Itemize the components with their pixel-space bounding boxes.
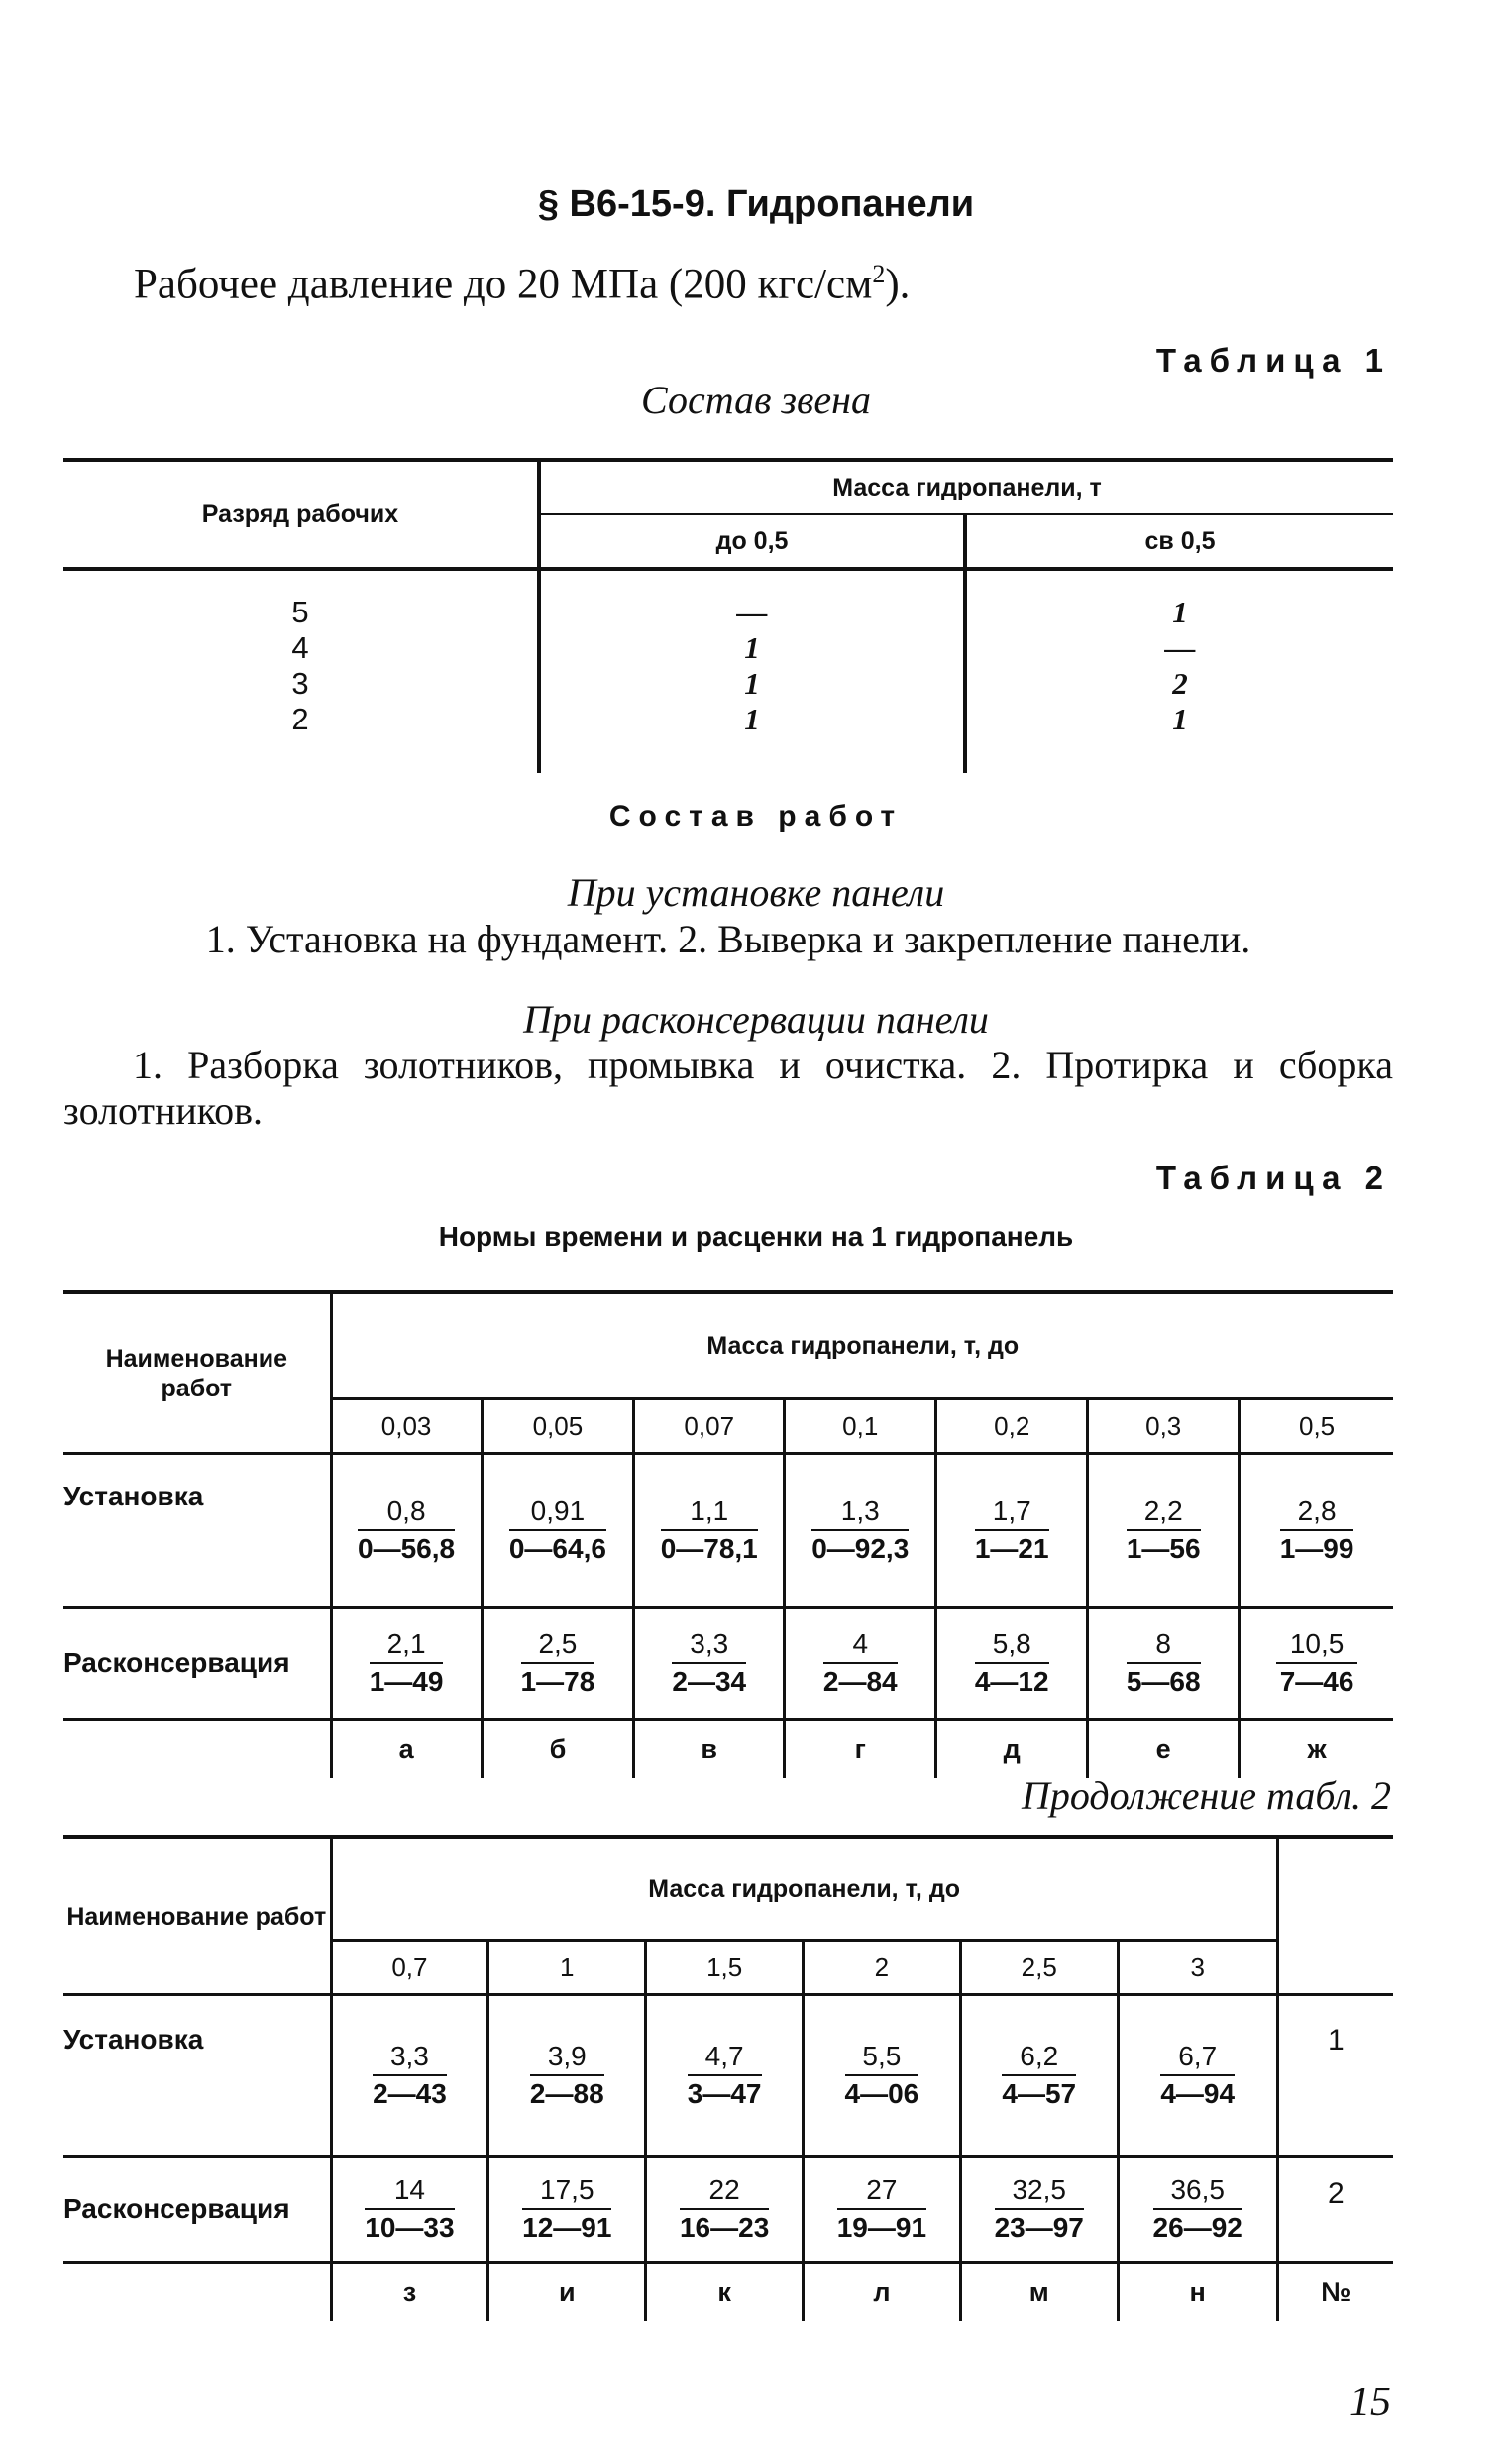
norm-rate: 4—12 (974, 1666, 1049, 1697)
norm-cell (331, 1995, 488, 2157)
norm-time: 6,2 (1002, 2039, 1076, 2076)
install-caption: При установке панели (567, 870, 945, 915)
norm-time: 2,8 (1280, 1494, 1354, 1531)
norm-time: 8 (1127, 1626, 1201, 1664)
norm-cell (1118, 1995, 1277, 2157)
norm-cell (804, 2157, 961, 2263)
norm-time: 22 (680, 2172, 769, 2210)
crew-composition-table (63, 458, 1393, 773)
mass-col-header: 0,5 (1240, 1399, 1393, 1454)
table2-caption: Нормы времени и расценки на 1 гидропанель (438, 1221, 1074, 1252)
norm-rate: 0—92,3 (811, 1533, 910, 1564)
count-cell: 1 (744, 666, 760, 701)
norm-cell (1088, 1454, 1240, 1608)
mass-col-header: 0,7 (331, 1941, 488, 1995)
time-norms-table (63, 1290, 1393, 1778)
rank-cell: 2 (291, 702, 309, 736)
letter-row-blank (63, 1720, 331, 1779)
column-letter: м (960, 2263, 1118, 2322)
works-heading: Состав работ (608, 800, 904, 833)
mass-col-header: 3 (1118, 1941, 1277, 1995)
norm-cell (804, 1995, 961, 2157)
norm-cell (488, 2157, 646, 2263)
norm-cell (488, 1995, 646, 2157)
norm-cell (1240, 1608, 1393, 1720)
norm-cell (1240, 1454, 1393, 1608)
count-cell: 1 (744, 630, 760, 665)
count-cell: 2 (1172, 666, 1188, 701)
norm-rate: 10—33 (365, 2212, 455, 2243)
mass-col-header: 1,5 (646, 1941, 804, 1995)
norm-time: 3,3 (373, 2039, 447, 2076)
lead-text: Рабочее давление до 20 МПа (200 кгс/см (134, 261, 873, 308)
norm-rate: 1—21 (974, 1533, 1049, 1564)
letter-row-blank (63, 2263, 331, 2322)
norm-time: 4 (823, 1626, 898, 1664)
norm-time: 1,3 (811, 1494, 909, 1531)
deconserve-caption: При расконсервации панели (523, 997, 989, 1042)
norm-time: 2,2 (1127, 1494, 1201, 1531)
row-number: 1 (1277, 1995, 1393, 2157)
norm-time: 5,5 (845, 2039, 919, 2076)
mass-header: Масса гидропанели, т (539, 460, 1393, 514)
column-letter: д (936, 1720, 1088, 1779)
mass-col-header: 2,5 (960, 1941, 1118, 1995)
mass-col-header: 0,03 (331, 1399, 482, 1454)
norm-cell (634, 1454, 785, 1608)
number-column-label: № (1277, 2263, 1393, 2322)
norm-rate: 2—88 (529, 2078, 604, 2109)
mass-group-header: Масса гидропанели, т, до (331, 1292, 1393, 1399)
norm-time: 5,8 (975, 1626, 1049, 1664)
norm-time: 0,91 (509, 1494, 606, 1531)
column-letter: з (331, 2263, 488, 2322)
column-letter: а (331, 1720, 482, 1779)
time-norms-table-continued (63, 1835, 1393, 2321)
mass-col-header: 0,07 (634, 1399, 785, 1454)
norm-time: 17,5 (522, 2172, 611, 2210)
working-pressure (134, 260, 910, 308)
norm-time: 3,9 (530, 2039, 604, 2076)
norm-cell (785, 1454, 936, 1608)
norm-time: 3,3 (672, 1626, 746, 1664)
row-label-install: Установка (63, 1454, 331, 1608)
sub-header-upto: до 0,5 (539, 514, 965, 569)
norm-time: 0,8 (358, 1494, 455, 1531)
column-letter: б (482, 1720, 634, 1779)
rank-cell: 4 (291, 630, 309, 665)
norm-cell (331, 2157, 488, 2263)
norm-time: 6,7 (1160, 2039, 1235, 2076)
norm-rate: 2—34 (672, 1666, 747, 1697)
norm-cell (1118, 2157, 1277, 2263)
norm-rate: 12—91 (522, 2212, 612, 2243)
row-header: Наименование работ (63, 1837, 331, 1995)
norm-time: 2,5 (521, 1626, 595, 1664)
mass-col-header: 1 (488, 1941, 646, 1995)
norm-cell (936, 1608, 1088, 1720)
rank-cell: 3 (291, 666, 309, 701)
count-cell: — (1164, 630, 1196, 665)
norm-rate: 4—94 (1160, 2078, 1236, 2109)
norm-time: 10,5 (1276, 1626, 1358, 1664)
rank-header: Разряд рабочих (63, 460, 539, 569)
install-text: 1. Установка на фундамент. 2. Выверка и закрепление панели. (205, 917, 1251, 961)
norm-rate: 7—46 (1279, 1666, 1354, 1697)
column-letter: и (488, 2263, 646, 2322)
norm-rate: 4—57 (1002, 2078, 1077, 2109)
norm-rate: 3—47 (687, 2078, 762, 2109)
lead-tail: ). (885, 261, 911, 308)
norm-rate: 4—06 (844, 2078, 919, 2109)
norm-cell (331, 1454, 482, 1608)
norm-cell (936, 1454, 1088, 1608)
row-label-deconserve: Расконсервация (63, 2157, 331, 2263)
rank-column (63, 569, 539, 773)
row-header: Наименование работ (63, 1292, 331, 1454)
norm-cell (634, 1608, 785, 1720)
norm-rate: 16—23 (679, 2212, 770, 2243)
count-cell: 1 (744, 702, 760, 736)
norm-rate: 0—78,1 (660, 1533, 758, 1564)
column-letter: е (1088, 1720, 1240, 1779)
norm-rate: 0—64,6 (508, 1533, 606, 1564)
row-label-deconserve: Расконсервация (63, 1608, 331, 1720)
mass-col-header: 0,05 (482, 1399, 634, 1454)
number-header-blank (1277, 1837, 1393, 1995)
norm-rate: 2—84 (822, 1666, 898, 1697)
row-number: 2 (1277, 2157, 1393, 2263)
norm-time: 14 (365, 2172, 454, 2210)
table1-caption: Состав звена (640, 378, 871, 422)
page-number: 15 (1350, 2380, 1391, 2425)
norm-rate: 19—91 (836, 2212, 927, 2243)
row-label-install: Установка (63, 1995, 331, 2157)
norm-cell (646, 1995, 804, 2157)
table2-label: Таблица 2 (1155, 1160, 1391, 1196)
norm-rate: 1—99 (1279, 1533, 1354, 1564)
over-column (965, 569, 1393, 773)
norm-time: 4,7 (688, 2039, 762, 2076)
mass-col-header: 0,3 (1088, 1399, 1240, 1454)
section-title: § В6-15-9. Гидропанели (537, 183, 975, 225)
norm-rate: 26—92 (1152, 2212, 1242, 2243)
norm-rate: 23—97 (994, 2212, 1084, 2243)
column-letter: н (1118, 2263, 1277, 2322)
mass-group-header: Масса гидропанели, т, до (331, 1837, 1277, 1941)
column-letter: ж (1240, 1720, 1393, 1779)
deconserve-text: 1. Разборка золотников, промывка и очистка. 2. Протирка и сборка золотников. (63, 1043, 1393, 1133)
norm-cell (1088, 1608, 1240, 1720)
norm-time: 1,7 (975, 1494, 1049, 1531)
norm-rate: 5—68 (1126, 1666, 1201, 1697)
column-letter: л (804, 2263, 961, 2322)
norm-cell (785, 1608, 936, 1720)
count-cell: 1 (1172, 595, 1188, 629)
norm-cell (331, 1608, 482, 1720)
norm-time: 32,5 (995, 2172, 1084, 2210)
norm-rate: 1—49 (369, 1666, 444, 1697)
norm-rate: 1—56 (1126, 1533, 1201, 1564)
count-cell: — (736, 595, 768, 629)
norm-time: 2,1 (370, 1626, 444, 1664)
table1-label: Таблица 1 (1155, 342, 1391, 379)
sub-header-over: св 0,5 (965, 514, 1393, 569)
norm-time: 36,5 (1153, 2172, 1242, 2210)
upto-column (539, 569, 965, 773)
count-cell: 1 (1172, 702, 1188, 736)
norm-cell (960, 1995, 1118, 2157)
rank-cell: 5 (291, 595, 309, 629)
norm-rate: 0—56,8 (358, 1533, 456, 1564)
mass-col-header: 2 (804, 1941, 961, 1995)
mass-col-header: 0,1 (785, 1399, 936, 1454)
norm-cell (482, 1608, 634, 1720)
column-letter: г (785, 1720, 936, 1779)
table2-cont-caption: Продолжение табл. 2 (1021, 1773, 1391, 1818)
norm-cell (646, 2157, 804, 2263)
norm-cell (482, 1454, 634, 1608)
mass-col-header: 0,2 (936, 1399, 1088, 1454)
norm-cell (960, 2157, 1118, 2263)
norm-time: 1,1 (661, 1494, 758, 1531)
norm-rate: 2—43 (373, 2078, 447, 2109)
norm-rate: 1—78 (520, 1666, 595, 1697)
lead-sup: 2 (872, 260, 886, 288)
column-letter: в (634, 1720, 785, 1779)
column-letter: к (646, 2263, 804, 2322)
norm-time: 27 (837, 2172, 926, 2210)
